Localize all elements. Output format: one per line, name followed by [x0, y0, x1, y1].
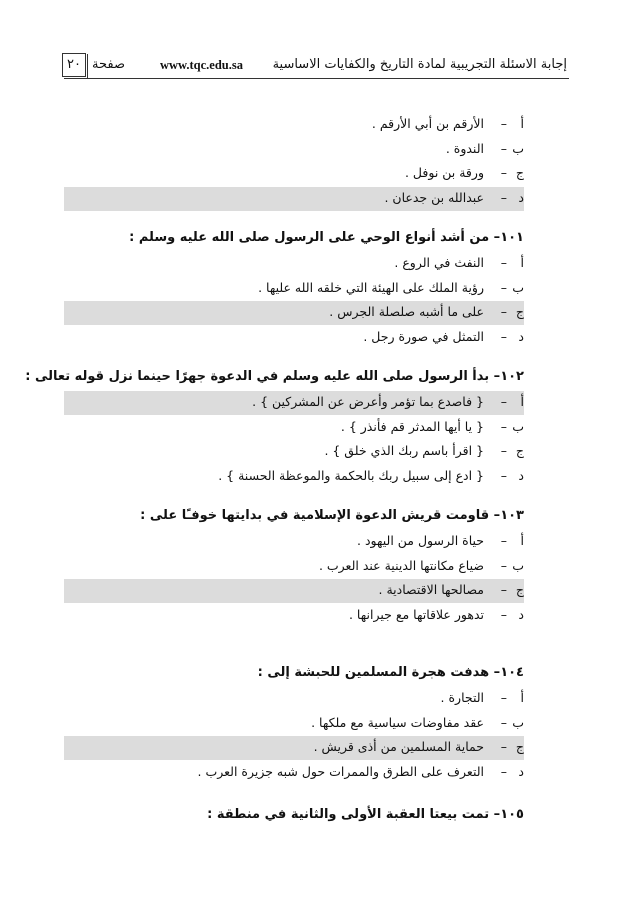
option-dash: –	[500, 394, 507, 409]
option-letter: ج	[515, 165, 524, 180]
option-dash: –	[500, 304, 507, 319]
option-dash: –	[500, 255, 507, 270]
option-letter: ب	[512, 558, 524, 573]
option-a	[64, 252, 524, 276]
option-text: عبدالله بن جدعان .	[384, 190, 484, 205]
option-dash: –	[500, 607, 507, 622]
option-letter: ب	[512, 141, 524, 156]
option-text: { يا أيها المدثر قم فأنذر } .	[340, 419, 484, 434]
option-a-correct	[64, 391, 524, 415]
option-b	[64, 138, 524, 162]
option-dash: –	[500, 141, 507, 156]
option-text: { فاصدع بما تؤمر وأعرض عن المشركين } .	[252, 394, 484, 409]
option-d	[64, 326, 524, 350]
option-letter: ب	[512, 715, 524, 730]
question-105: ١٠٥– تمت بيعتا العقبة الأولى والثانية في منطقة :	[207, 807, 524, 822]
option-b	[64, 712, 524, 736]
option-dash: –	[500, 558, 507, 573]
option-dash: –	[500, 715, 507, 730]
option-dash: –	[500, 764, 507, 779]
option-dash: –	[500, 443, 507, 458]
option-text: ورقة بن نوفل .	[404, 165, 484, 180]
option-dash: –	[500, 116, 507, 131]
option-text: { ادع إلى سبيل ربك بالحكمة والموعظة الحسنة } .	[218, 468, 484, 483]
option-dash: –	[500, 582, 507, 597]
header-title: إجابة الاسئلة التجريبية لمادة التاريخ والكفايات الاساسية	[272, 57, 567, 72]
option-letter: أ	[520, 690, 524, 705]
option-letter: د	[518, 468, 524, 483]
option-letter: د	[518, 190, 524, 205]
question-101: ١٠١– من أشد أنواع الوحي على الرسول صلى الله عليه وسلم :	[129, 230, 524, 245]
option-text: عقد مفاوضات سياسية مع ملكها .	[311, 715, 484, 730]
option-dash: –	[500, 690, 507, 705]
option-text: التجارة .	[440, 690, 484, 705]
option-letter: أ	[520, 394, 524, 409]
option-letter: أ	[520, 533, 524, 548]
option-c-correct	[64, 301, 524, 325]
option-a	[64, 530, 524, 554]
option-text: الأرقم بن أبي الأرقم .	[371, 116, 484, 131]
question-102: ١٠٢– بدأ الرسول صلى الله عليه وسلم في الدعوة جهرًا حينما نزل قوله تعالى :	[25, 369, 524, 384]
header-divider	[87, 54, 88, 78]
option-a	[64, 113, 524, 137]
option-letter: ب	[512, 280, 524, 295]
option-letter: ج	[515, 739, 524, 754]
question-104: ١٠٤– هدفت هجرة المسلمين للحبشة إلى :	[257, 665, 524, 680]
option-dash: –	[500, 165, 507, 180]
option-text: ضياع مكانتها الدينية عند العرب .	[318, 558, 484, 573]
option-text: على ما أشبه صلصلة الجرس .	[329, 304, 484, 319]
option-text: التعرف على الطرق والممرات حول شبه جزيرة العرب .	[197, 764, 484, 779]
option-dash: –	[500, 419, 507, 434]
option-dash: –	[500, 739, 507, 754]
option-letter: ب	[512, 419, 524, 434]
option-c-correct	[64, 736, 524, 760]
option-letter: أ	[520, 255, 524, 270]
option-text: حياة الرسول من اليهود .	[357, 533, 484, 548]
option-letter: ج	[515, 304, 524, 319]
option-d	[64, 761, 524, 785]
option-text: مصالحها الاقتصادية .	[378, 582, 484, 597]
header-url[interactable]: www.tqc.edu.sa	[160, 58, 243, 72]
option-b	[64, 555, 524, 579]
option-d-correct	[64, 187, 524, 211]
option-letter: ج	[515, 443, 524, 458]
option-dash: –	[500, 329, 507, 344]
option-d	[64, 604, 524, 628]
option-c	[64, 162, 524, 186]
option-letter: د	[518, 329, 524, 344]
option-text: النفث في الروع .	[394, 255, 484, 270]
option-text: حماية المسلمين من أذى قريش .	[313, 739, 484, 754]
option-text: تدهور علاقاتها مع جيرانها .	[348, 607, 484, 622]
option-d	[64, 465, 524, 489]
option-letter: د	[518, 764, 524, 779]
page-header	[64, 54, 569, 79]
option-dash: –	[500, 190, 507, 205]
question-103: ١٠٣– قاومت قريش الدعوة الإسلامية في بدايتها خوفـًا على :	[140, 508, 524, 523]
page-label: صفحة	[92, 57, 125, 72]
option-text: التمثل في صورة رجل .	[363, 329, 484, 344]
option-text: الندوة .	[445, 141, 484, 156]
option-letter: ج	[515, 582, 524, 597]
option-a	[64, 687, 524, 711]
option-dash: –	[500, 280, 507, 295]
option-c	[64, 440, 524, 464]
option-b	[64, 416, 524, 440]
option-dash: –	[500, 533, 507, 548]
option-c-correct	[64, 579, 524, 603]
option-letter: د	[518, 607, 524, 622]
option-dash: –	[500, 468, 507, 483]
option-letter: أ	[520, 116, 524, 131]
option-b	[64, 277, 524, 301]
option-text: رؤية الملك على الهيئة التي خلقه الله عليها .	[258, 280, 484, 295]
option-text: { اقرأ باسم ربك الذي خلق } .	[324, 443, 484, 458]
page-number: ٢٠	[62, 53, 86, 77]
